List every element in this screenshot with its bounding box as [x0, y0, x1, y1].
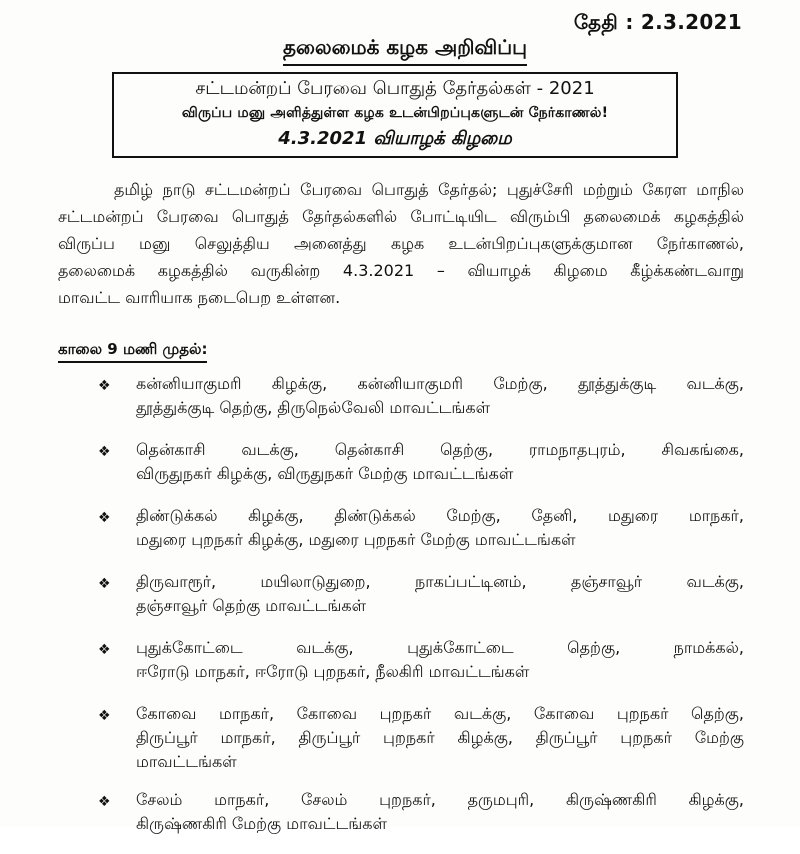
list-item-line: திருப்பூர் மாநகர், திருப்பூர் புறநகர் கிழக்கு, திருப்பூர் புறநகர் மேற்கு — [136, 728, 744, 747]
bullet-icon: ❖ — [98, 794, 111, 810]
list-item — [98, 788, 744, 848]
list-item-line: தூத்துக்குடி தெற்கு, திருநெல்வேலி மாவட்டங்கள் — [136, 398, 491, 417]
intro-line: தமிழ் நாடு சட்டமன்றப் பேரவை பொதுத் தேர்தல்; புதுச்சேரி மற்றும் கேரள மாநில — [114, 180, 744, 199]
notice-box — [112, 72, 678, 158]
intro-paragraph — [58, 176, 744, 311]
list-item-line: ஈரோடு மாநகர், ஈரோடு புறநகர், நீலகிரி மாவட்டங்கள் — [136, 662, 530, 681]
notice-box-subtitle: விருப்ப மனு அளித்துள்ள கழக உடன்பிறப்புகளுடன் நேர்காணல்! — [181, 105, 609, 121]
list-item-line: கன்னியாகுமரி கிழக்கு, கன்னியாகுமரி மேற்கு, தூத்துக்குடி வடக்கு, — [136, 374, 744, 393]
list-item — [98, 636, 744, 696]
list-item-line: தென்காசி வடக்கு, தென்காசி தெற்கு, ராமநாதபுரம், சிவகங்கை, — [136, 440, 744, 459]
list-item-line: கிருஷ்ணகிரி மேற்கு மாவட்டங்கள் — [136, 814, 387, 833]
intro-line: விருப்ப மனு செலுத்திய அனைத்து கழக உடன்பிறப்புகளுக்குமான நேர்காணல், — [58, 234, 744, 253]
intro-line: மாவட்ட வாரியாக நடைபெற உள்ளன. — [58, 288, 341, 307]
list-item — [98, 372, 744, 432]
notice-box-title: சட்டமன்றப் பேரவை பொதுத் தேர்தல்கள் - 2021 — [195, 78, 595, 99]
list-item-line: திண்டுக்கல் கிழக்கு, திண்டுக்கல் மேற்கு, தேனி, மதுரை மாநகர், — [136, 506, 744, 525]
intro-line: தலைமைக் கழகத்தில் வருகின்ற 4.3.2021 – வியாழக் கிழமை கீழ்க்கண்டவாறு — [58, 261, 744, 280]
list-item-line: கோவை மாநகர், கோவை புறநகர் வடக்கு, கோவை புறநகர் தெற்கு, — [136, 704, 744, 723]
main-title: தலைமைக் கழக அறிவிப்பு — [283, 35, 527, 66]
bullet-icon: ❖ — [98, 378, 111, 394]
document-date: தேதி : 2.3.2021 — [573, 10, 742, 34]
section-heading: காலை 9 மணி முதல்: — [58, 340, 207, 363]
list-item-line: திருவாரூர், மயிலாடுதுறை, நாகப்பட்டினம், தஞ்சாவூர் வடக்கு, — [136, 572, 744, 591]
district-list — [98, 372, 744, 854]
list-item — [98, 504, 744, 564]
list-item — [98, 702, 744, 782]
list-item-line: மாவட்டங்கள் — [136, 752, 237, 771]
notice-box-date: 4.3.2021 வியாழக் கிழமை — [278, 128, 512, 149]
intro-line: சட்டமன்றப் பேரவை பொதுத் தேர்தல்களில் போட்டியிட விரும்பி தலைமைக் கழகத்தில் — [58, 207, 744, 226]
list-item-line: சேலம் மாநகர், சேலம் புறநகர், தருமபுரி, கிருஷ்ணகிரி கிழக்கு, — [136, 790, 744, 809]
bullet-icon: ❖ — [98, 708, 111, 724]
list-item — [98, 438, 744, 498]
list-item-line: விருதுநகர் கிழக்கு, விருதுநகர் மேற்கு மாவட்டங்கள் — [136, 464, 514, 483]
list-item-line: புதுக்கோட்டை வடக்கு, புதுக்கோட்டை தெற்கு, நாமக்கல், — [136, 638, 744, 657]
bullet-icon: ❖ — [98, 576, 111, 592]
list-item-line: மதுரை புறநகர் கிழக்கு, மதுரை புறநகர் மேற்கு மாவட்டங்கள் — [136, 530, 576, 549]
bullet-icon: ❖ — [98, 510, 111, 526]
bullet-icon: ❖ — [98, 642, 111, 658]
bullet-icon: ❖ — [98, 444, 111, 460]
list-item-line: தஞ்சாவூர் தெற்கு மாவட்டங்கள் — [136, 596, 366, 615]
list-item — [98, 570, 744, 630]
main-title-wrapper — [0, 35, 800, 66]
